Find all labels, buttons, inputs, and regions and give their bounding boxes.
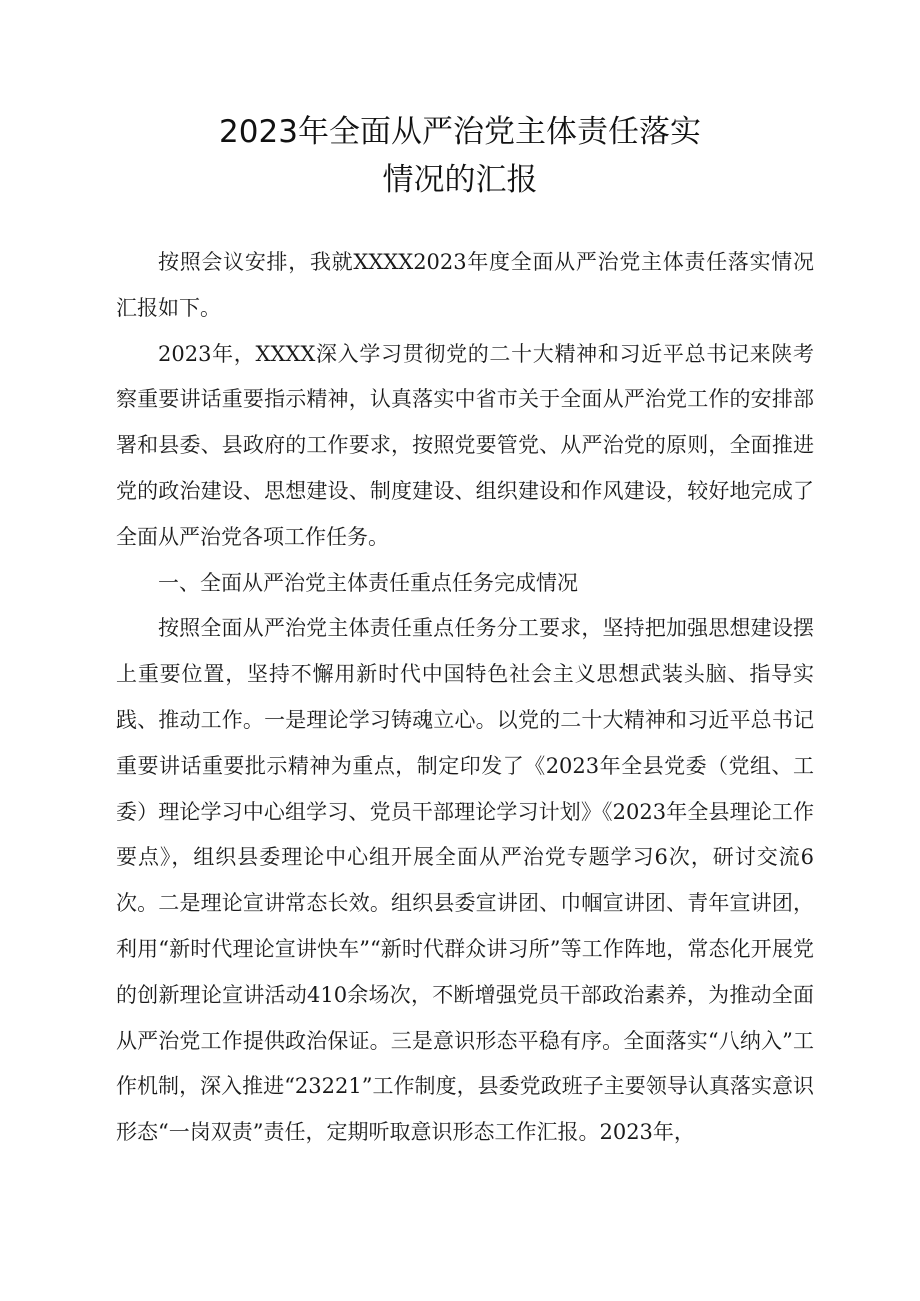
document-body [116, 240, 814, 1156]
paragraph-overview: 2023年，XXXX深入学习贯彻党的二十大精神和习近平总书记来陕考察重要讲话重要指示精神，认真落实中省市关于全面从严治党工作的安排部署和县委、县政府的工作要求，按照党要管党、从严治党的原则，全面推进党的政治建设、思想建设、制度建设、组织建设和作风建设，较好地完成了全面从严治党各项工作任务。 [116, 341, 814, 549]
section-heading-1: 一、全面从严治党主体责任重点任务完成情况 [158, 570, 578, 595]
document-title-line-2: 情况的汇报 [382, 162, 538, 198]
paragraph-intro: 按照会议安排，我就XXXX2023年度全面从严治党主体责任落实情况汇报如下。 [116, 250, 814, 320]
paragraph-section-1: 按照全面从严治党主体责任重点任务分工要求，坚持把加强思想建设摆上重要位置，坚持不懈用新时代中国特色社会主义思想武装头脑、指导实践、推动工作。一是理论学习铸魂立心。以党的二十大精神和习近平总书记重要讲话重要批示精神为重点，制定印发了《2023年全县党委（党组、工委）理论学习中心组学习、党员干部理论学习计划》《2023年全县理论工作要点》，组织县委理论中心组开展全面从严治党专题学习6次，研讨交流6次。二是理论宣讲常态长效。组织县委宣讲团、巾帼宣讲团、青年宣讲团，利用“新时代理论宣讲快车”“新时代群众讲习所”等工作阵地，常态化开展党的创新理论宣讲活动410余场次，不断增强党员干部政治素养，为推动全面从严治党工作提供政治保证。三是意识形态平稳有序。全面落实“八纳入”工作机制，深入推进“23221”工作制度，县委党政班子主要领导认真落实意识形态“一岗双责”责任，定期听取意识形态工作汇报。2023年， [116, 616, 814, 1145]
document-title-line-1: 2023年全面从严治党主体责任落实 [219, 114, 701, 150]
